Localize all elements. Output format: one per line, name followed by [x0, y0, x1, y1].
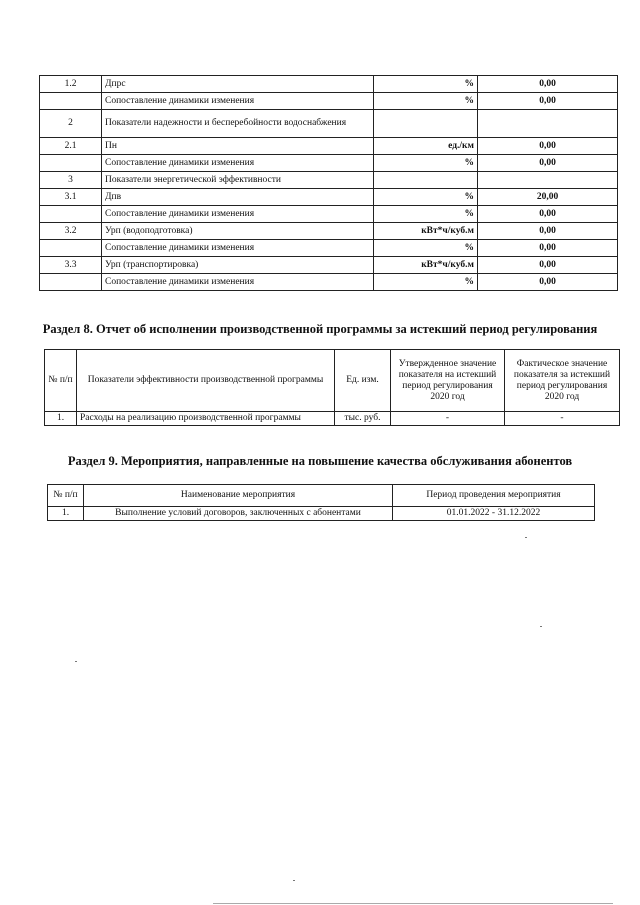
indicator-value: 0,00 — [478, 93, 618, 110]
s8-header-unit: Ед. изм. — [335, 350, 391, 412]
indicator-unit: % — [374, 274, 478, 291]
indicator-row — [40, 110, 618, 138]
indicator-unit: % — [374, 155, 478, 172]
indicator-value — [478, 172, 618, 189]
s9-header-period: Период проведения мероприятия — [393, 485, 595, 507]
s8-row-num: 1. — [45, 412, 77, 426]
indicator-row — [40, 76, 618, 93]
indicator-name: Сопоставление динамики изменения — [102, 206, 374, 223]
scan-edge-line — [213, 903, 613, 904]
indicator-row — [40, 138, 618, 155]
s8-row-unit: тыс. руб. — [335, 412, 391, 426]
indicator-name: Дпв — [102, 189, 374, 206]
indicator-unit: кВт*ч/куб.м — [374, 257, 478, 274]
indicator-num — [40, 206, 102, 223]
s9-row-period: 01.01.2022 - 31.12.2022 — [393, 507, 595, 521]
indicator-num: 3.2 — [40, 223, 102, 240]
s8-header-name: Показатели эффективности производственной программы — [77, 350, 335, 412]
indicator-unit: кВт*ч/куб.м — [374, 223, 478, 240]
indicator-num: 3.1 — [40, 189, 102, 206]
indicator-value: 0,00 — [478, 76, 618, 93]
indicator-value: 0,00 — [478, 257, 618, 274]
scan-speck — [75, 661, 77, 662]
indicator-name: Сопоставление динамики изменения — [102, 240, 374, 257]
indicator-name: Урп (транспортировка) — [102, 257, 374, 274]
s8-header-num: № п/п — [45, 350, 77, 412]
indicator-name: Показатели энергетической эффективности — [102, 172, 374, 189]
section-9-title: Раздел 9. Мероприятия, направленные на повышение качества обслуживания абонентов — [67, 454, 573, 468]
indicator-row — [40, 240, 618, 257]
scan-speck — [293, 880, 295, 881]
indicator-name: Сопоставление динамики изменения — [102, 274, 374, 291]
indicator-unit: % — [374, 240, 478, 257]
indicator-unit: ед./км — [374, 138, 478, 155]
indicator-value: 0,00 — [478, 155, 618, 172]
indicator-num — [40, 93, 102, 110]
s9-row-num: 1. — [48, 507, 84, 521]
indicator-unit: % — [374, 189, 478, 206]
indicator-unit: % — [374, 206, 478, 223]
indicator-value: 20,00 — [478, 189, 618, 206]
indicator-num: 3 — [40, 172, 102, 189]
indicator-num — [40, 240, 102, 257]
indicator-num: 2.1 — [40, 138, 102, 155]
s8-row-name: Расходы на реализацию производственной программы — [77, 412, 335, 426]
indicator-row — [40, 274, 618, 291]
indicator-num — [40, 274, 102, 291]
s8-row-approved: - — [391, 412, 505, 426]
indicator-unit — [374, 110, 478, 138]
indicator-name: Дпрс — [102, 76, 374, 93]
indicators-table — [39, 75, 618, 291]
indicator-value: 0,00 — [478, 138, 618, 155]
indicator-name: Сопоставление динамики изменения — [102, 155, 374, 172]
s8-header-approved: Утвержденное значение показателя на истекший период регулирования 2020 год — [391, 350, 505, 412]
s9-row-name: Выполнение условий договоров, заключенных с абонентами — [84, 507, 393, 521]
indicator-name: Показатели надежности и бесперебойности водоснабжения — [102, 110, 374, 138]
indicator-row — [40, 155, 618, 172]
s8-header-actual: Фактическое значение показателя за истекший период регулирования 2020 год — [505, 350, 620, 412]
s9-header-num: № п/п — [48, 485, 84, 507]
indicator-row — [40, 93, 618, 110]
indicators-table-body — [40, 76, 618, 291]
section-8-title: Раздел 8. Отчет об исполнении производственной программы за истекший период регулирования — [42, 322, 598, 336]
indicator-num: 1.2 — [40, 76, 102, 93]
s8-row-actual: - — [505, 412, 620, 426]
indicator-name: Сопоставление динамики изменения — [102, 93, 374, 110]
indicator-unit: % — [374, 93, 478, 110]
scan-speck — [540, 626, 542, 627]
indicator-name: Пн — [102, 138, 374, 155]
indicator-num: 2 — [40, 110, 102, 138]
indicator-num: 3.3 — [40, 257, 102, 274]
indicator-unit — [374, 172, 478, 189]
indicator-row — [40, 257, 618, 274]
indicator-num — [40, 155, 102, 172]
indicator-value: 0,00 — [478, 223, 618, 240]
indicator-unit: % — [374, 76, 478, 93]
section-8-table — [44, 349, 620, 426]
indicator-row — [40, 172, 618, 189]
indicator-value: 0,00 — [478, 274, 618, 291]
scan-speck — [525, 537, 527, 538]
indicator-row — [40, 206, 618, 223]
indicator-value: 0,00 — [478, 240, 618, 257]
section-9-table — [47, 484, 595, 521]
indicator-value: 0,00 — [478, 206, 618, 223]
indicator-row — [40, 223, 618, 240]
indicator-value — [478, 110, 618, 138]
s9-header-name: Наименование мероприятия — [84, 485, 393, 507]
indicator-row — [40, 189, 618, 206]
indicator-name: Урп (водоподготовка) — [102, 223, 374, 240]
